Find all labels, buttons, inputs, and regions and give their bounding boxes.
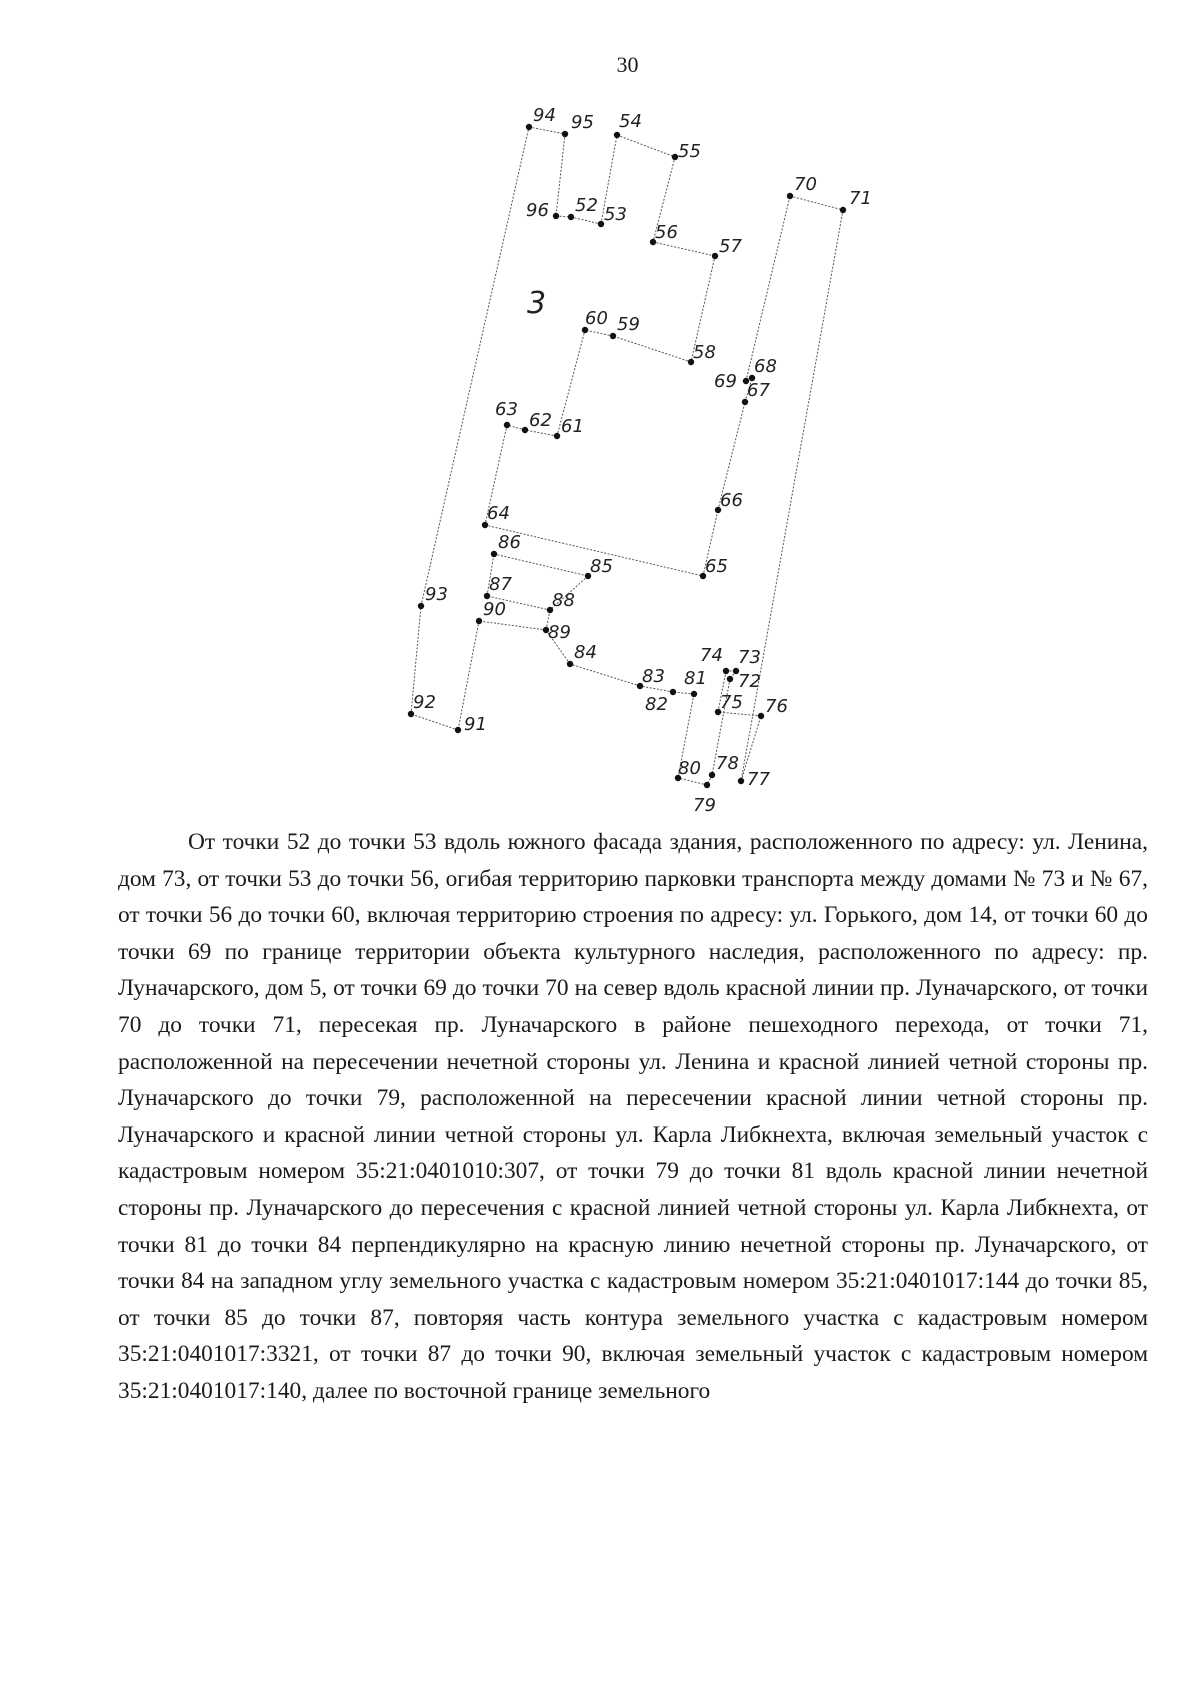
boundary-point-62 <box>522 427 528 433</box>
page-number: 30 <box>616 52 639 77</box>
boundary-point-52 <box>568 214 574 220</box>
boundary-point-79 <box>704 782 710 788</box>
boundary-edge-86-85 <box>494 554 588 576</box>
boundary-point-59 <box>610 333 616 339</box>
point-label-53: 53 <box>604 204 627 225</box>
boundary-edge-54-55 <box>617 135 675 157</box>
point-label-72: 72 <box>738 671 761 692</box>
boundary-point-76 <box>758 713 764 719</box>
boundary-edge-71-77 <box>741 210 843 781</box>
boundary-edge-52-53 <box>571 217 601 224</box>
boundary-edge-94-95 <box>529 127 565 134</box>
boundary-point-57 <box>712 253 718 259</box>
point-label-87: 87 <box>489 574 512 595</box>
point-label-55: 55 <box>678 141 701 162</box>
point-label-61: 61 <box>561 416 584 437</box>
boundary-point-70 <box>787 193 793 199</box>
point-label-80: 80 <box>678 758 701 779</box>
point-label-78: 78 <box>716 753 739 774</box>
boundary-points <box>408 105 872 816</box>
point-label-82: 82 <box>645 694 668 715</box>
point-label-65: 65 <box>705 556 728 577</box>
boundary-point-96 <box>553 213 559 219</box>
boundary-edge-91-92 <box>411 714 458 730</box>
point-label-75: 75 <box>720 692 743 713</box>
point-label-56: 56 <box>655 222 678 243</box>
boundary-point-77 <box>738 778 744 784</box>
boundary-point-86 <box>491 551 497 557</box>
point-label-86: 86 <box>498 532 521 553</box>
point-label-77: 77 <box>747 769 770 790</box>
point-label-59: 59 <box>617 314 640 335</box>
boundary-point-95 <box>562 131 568 137</box>
point-label-94: 94 <box>533 105 556 126</box>
boundary-edge-83-84 <box>570 664 640 686</box>
point-label-71: 71 <box>849 188 872 209</box>
point-label-90: 90 <box>483 599 506 620</box>
boundary-point-91 <box>455 727 461 733</box>
boundary-point-78 <box>709 772 715 778</box>
point-label-68: 68 <box>754 356 777 377</box>
point-label-70: 70 <box>794 174 817 195</box>
point-label-76: 76 <box>765 696 788 717</box>
point-label-83: 83 <box>642 666 665 687</box>
body-paragraph: От точки 52 до точки 53 вдоль южного фасада здания, расположенного по адресу: ул. Ленина, дом 73, от точки 53 до точки 56, огибая территорию парковки транспорта между домами № 73 и № 67, от точки 56 до точки 60, включая территорию строения по адресу: ул. Горького, дом 14, от точки 60 до точки 69 по границе территории объекта культурного наследия, расположенного по адресу: пр. Луначарского, дом 5, от точки 69 до точки 70 на север вдоль красной линии пр. Луначарского, от точки 70 до точки 71, пересекая пр. Луначарского в районе пешеходного перехода, от точки 71, расположенной на пересечении нечетной стороны ул. Ленина и красной линией четной стороны пр. Луначарского до точки 79, расположенной на пересечении красной линии четной стороны пр. Луначарского и красной линии четной стороны ул. Карла Либкнехта, включая земельный участок с кадастровым номером 35:21:0401010:307, от точки 79 до точки 81 вдоль красной линии нечетной стороны пр. Луначарского до пересечения с красной линией четной стороны ул. Карла Либкнехта, от точки 81 до точки 84 перпендикулярно на красную линию нечетной стороны пр. Луначарского, от точки 84 на западном углу земельного участка с кадастровым номером 35:21:0401017:144 до точки 85, от точки 85 до точки 87, повторяя часть контура земельного участка с кадастровым номером 35:21:0401017:3321, от точки 87 до точки 90, включая земельный участок с кадастровым номером 35:21:0401017:140, далее по восточной границе земельного <box>118 829 1148 1404</box>
point-label-84: 84 <box>574 642 597 663</box>
point-label-73: 73 <box>738 647 761 668</box>
boundary-point-93 <box>418 603 424 609</box>
point-label-63: 63 <box>495 399 518 420</box>
boundary-edge-69-70 <box>746 196 790 381</box>
point-label-62: 62 <box>529 410 552 431</box>
boundary-point-71 <box>840 207 846 213</box>
point-label-57: 57 <box>719 236 742 257</box>
point-label-85: 85 <box>590 556 613 577</box>
point-label-92: 92 <box>413 692 436 713</box>
point-label-81: 81 <box>684 668 707 689</box>
boundary-point-54 <box>614 132 620 138</box>
boundary-point-90 <box>476 618 482 624</box>
point-label-74: 74 <box>700 645 723 666</box>
boundary-point-94 <box>526 124 532 130</box>
point-label-96: 96 <box>526 200 549 221</box>
point-label-93: 93 <box>425 584 448 605</box>
boundary-point-81 <box>691 691 697 697</box>
point-label-95: 95 <box>571 112 594 133</box>
boundary-edge-95-96 <box>556 134 565 216</box>
boundary-edge-79-80 <box>678 778 707 785</box>
boundary-point-74 <box>723 668 729 674</box>
point-label-52: 52 <box>575 195 598 216</box>
boundary-point-84 <box>567 661 573 667</box>
point-label-60: 60 <box>585 308 608 329</box>
point-label-69: 69 <box>714 371 737 392</box>
point-label-91: 91 <box>464 714 487 735</box>
point-label-89: 89 <box>548 622 571 643</box>
boundary-edge-56-57 <box>653 242 715 256</box>
boundary-point-82 <box>670 689 676 695</box>
point-label-54: 54 <box>619 111 642 132</box>
point-label-64: 64 <box>487 503 510 524</box>
boundary-point-63 <box>504 422 510 428</box>
boundary-scheme <box>0 100 1200 820</box>
point-label-58: 58 <box>693 342 716 363</box>
point-label-79: 79 <box>693 795 716 816</box>
point-label-67: 67 <box>747 380 770 401</box>
boundary-edge-89-90 <box>479 621 546 630</box>
point-label-66: 66 <box>720 490 743 511</box>
boundary-edge-59-60 <box>585 330 613 336</box>
boundary-point-61 <box>554 433 560 439</box>
boundary-edge-58-59 <box>613 336 691 362</box>
zone-label: 3 <box>527 286 547 321</box>
boundary-edges <box>411 127 843 785</box>
boundary-edge-70-71 <box>790 196 843 210</box>
point-label-88: 88 <box>552 590 575 611</box>
boundary-point-72 <box>727 676 733 682</box>
